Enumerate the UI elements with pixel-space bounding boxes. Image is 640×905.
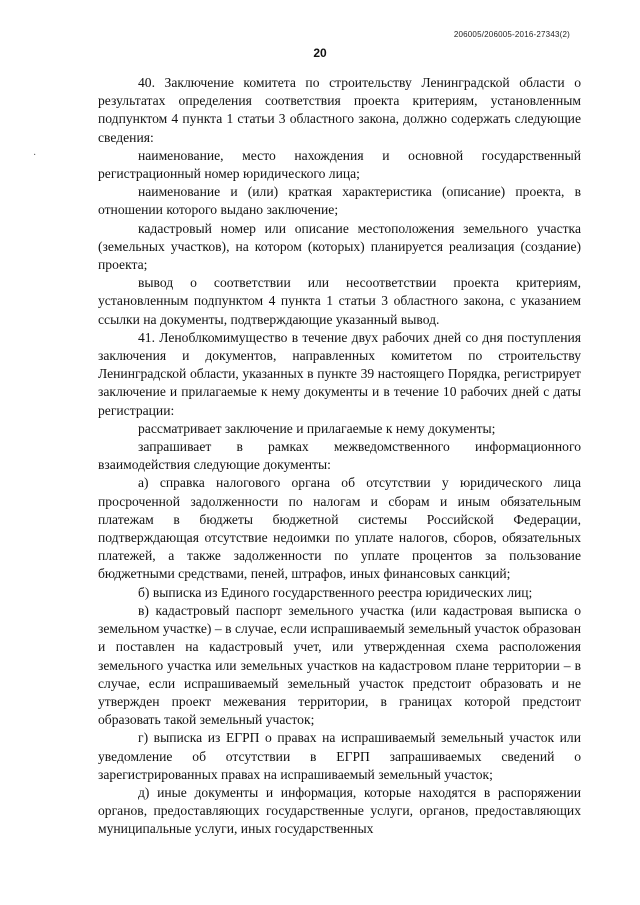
paragraph-item: наименование, место нахождения и основной государственный регистрационный номер юридического лица; [98, 147, 581, 182]
page-number: 20 [313, 46, 327, 60]
paragraph-item-a: а) справка налогового органа об отсутствии у юридического лица просроченной задолженности по налогам и сборам и иным обязательным платежам в бюджеты бюджетной системы Российской Федерации, подтверждающая отсутствие недоимки по уплате налогов, сборов, обязательных платежей, а также задолженности по уплате процентов за пользование бюджетными средствами, пеней, штрафов, иных финансовых санкций; [98, 475, 581, 582]
document-body [98, 74, 581, 839]
paragraph-item: запрашивает в рамках межведомственного информационного взаимодействия следующие документы: [98, 439, 581, 473]
paragraph-41: 41. Леноблкомимущество в течение двух рабочих дней со дня поступления заключения и документов, направленных комитетом по строительству Ленинградской области, указанных в пункте 39 настоящего Порядка, регистрирует заключение и прилагаемые к нему документы и в течение 10 рабочих дней с даты регистрации: [98, 329, 581, 418]
paragraph-item: наименование и (или) краткая характеристика (описание) проекта, в отношении которого выдано заключение; [98, 184, 581, 218]
paragraph-item: кадастровый номер или описание местоположения земельного участка (земельных участков), на котором (которых) планируется реализация (создание) проекта; [98, 220, 581, 273]
paragraph-item-g: г) выписка из ЕГРП о правах на испрашиваемый земельный участок или уведомление об отсутствии в ЕГРП запрашиваемых сведений о зарегистрированных правах на испрашиваемый земельный участок; [98, 730, 581, 782]
margin-mark: · [33, 150, 37, 161]
paragraph-item-v: в) кадастровый паспорт земельного участка (или кадастровая выписка о земельном участке) – в случае, если испрашиваемый земельный участок образован и поставлен на кадастровый учет, или утвержденная схема расположения земельного участка или земельных участков на кадастровом плане территории – в случае, если испрашиваемый земельный участок предстоит образовать и не утвержден проект межевания территории, в границах которой предстоит образовать такой земельный участок; [98, 602, 581, 728]
document-id: 206005/206005-2016-27343(2) [453, 30, 570, 39]
paragraph-40: 40. Заключение комитета по строительству Ленинградской области о результатах определения соответствия проекта критериям, установленным подпунктом 4 пункта 1 статьи 3 областного закона, должно содержать следующие сведения: [98, 75, 581, 145]
paragraph-item: рассматривает заключение и прилагаемые к нему документы; [138, 420, 496, 436]
paragraph-item-d: д) иные документы и информация, которые находятся в распоряжении органов, предоставляющих государственные услуги, органов, предоставляющих муниципальные услуги, иных государственных [98, 784, 581, 837]
paragraph-item-b: б) выписка из Единого государственного реестра юридических лиц; [138, 584, 533, 600]
paragraph-item: вывод о соответствии или несоответствии проекта критериям, установленным подпунктом 4 пункта 1 статьи 3 областного закона, с указанием ссылки на документы, подтверждающие указанный вывод. [98, 275, 581, 327]
